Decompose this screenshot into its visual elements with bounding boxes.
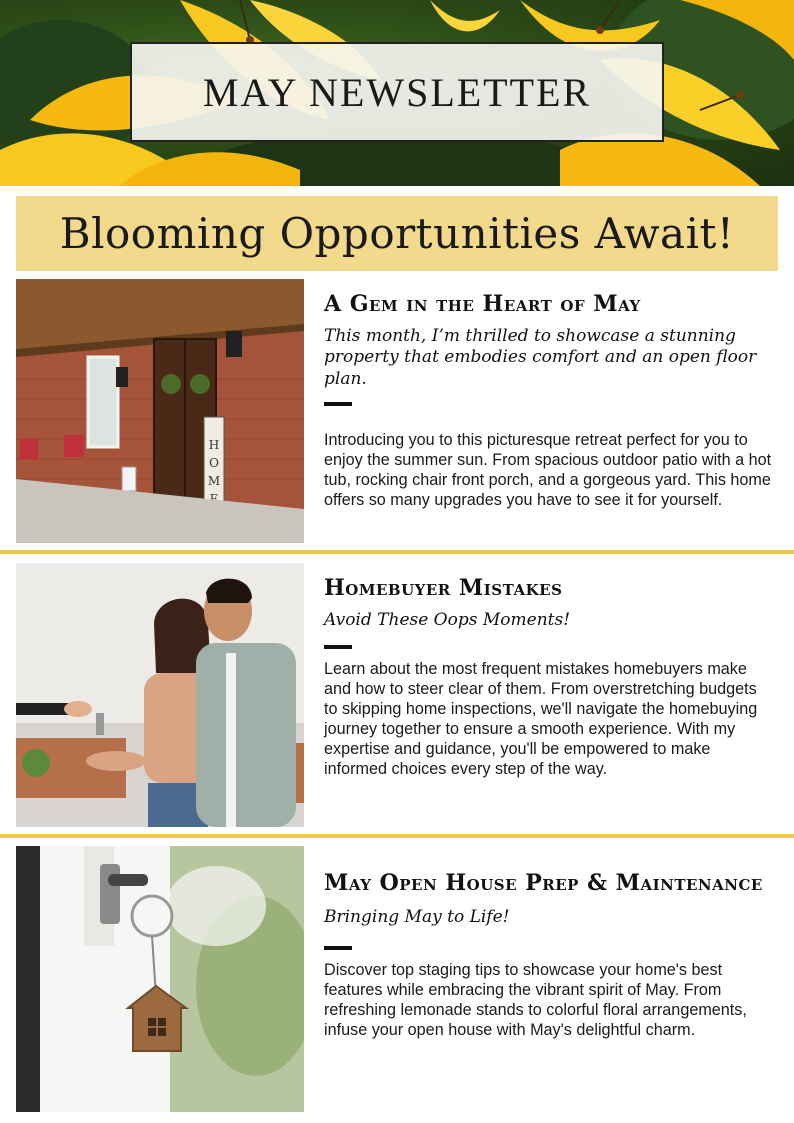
couple-keys-photo — [16, 563, 304, 827]
home-sign-letter-h: H — [208, 438, 220, 452]
newsletter-title: MAY NEWSLETTER — [202, 69, 592, 115]
section-body: Introducing you to this picturesque retreat perfect for you to enjoy the summer sun. From spacious outdoor patio with a hot tub, rocking chair front porch, and a gorgeous yard. This home offers so many upgrades you have to see it for yourself. — [324, 430, 772, 509]
section-subheading: Avoid These Oops Moments! — [324, 610, 571, 631]
newsletter-title-box — [130, 42, 664, 142]
section-body: Discover top staging tips to showcase your home's best features while embracing the vibrant spirit of May. From refreshing lemonade stands to colorful floral arrangements, infuse your open house with May's delightful charm. — [324, 961, 747, 1040]
accent-rule — [324, 645, 352, 649]
section-heading: A Gem in the Heart of May — [324, 291, 641, 317]
tagline-bar — [16, 196, 778, 271]
section-divider — [0, 834, 794, 838]
section-gem-property — [0, 279, 794, 545]
accent-rule — [324, 402, 352, 406]
porch-photo — [16, 279, 304, 543]
section-subheading: Bringing May to Life! — [324, 907, 510, 928]
header-banner — [0, 0, 794, 186]
section-heading: Homebuyer Mistakes — [324, 575, 563, 601]
accent-rule — [324, 946, 352, 950]
section-homebuyer-mistakes — [0, 563, 794, 829]
home-sign-letter-o: O — [209, 456, 219, 470]
section-body: Learn about the most frequent mistakes homebuyers make and how to steer clear of them. From overstretching budgets to skipping home inspections, we'll navigate the homebuying journey together to ensure a smooth experience. With my expertise and guidance, you'll be empowered to make informed choices every step of the way. — [324, 660, 758, 779]
section-content — [324, 577, 774, 779]
section-subheading: This month, I’m thrilled to showcase a stunning property that embodies comfort and an open floor plan. — [324, 326, 757, 389]
section-divider — [0, 550, 794, 554]
tagline-text: Blooming Opportunities Await! — [59, 209, 735, 258]
section-heading: May Open House Prep & Maintenance — [324, 870, 763, 896]
home-sign-letter-m: M — [207, 474, 221, 488]
section-content — [324, 293, 774, 510]
home-sign-letter-e: E — [209, 492, 219, 506]
section-open-house-prep — [0, 846, 794, 1112]
door-key-photo — [16, 846, 304, 1112]
section-content — [324, 872, 774, 1040]
